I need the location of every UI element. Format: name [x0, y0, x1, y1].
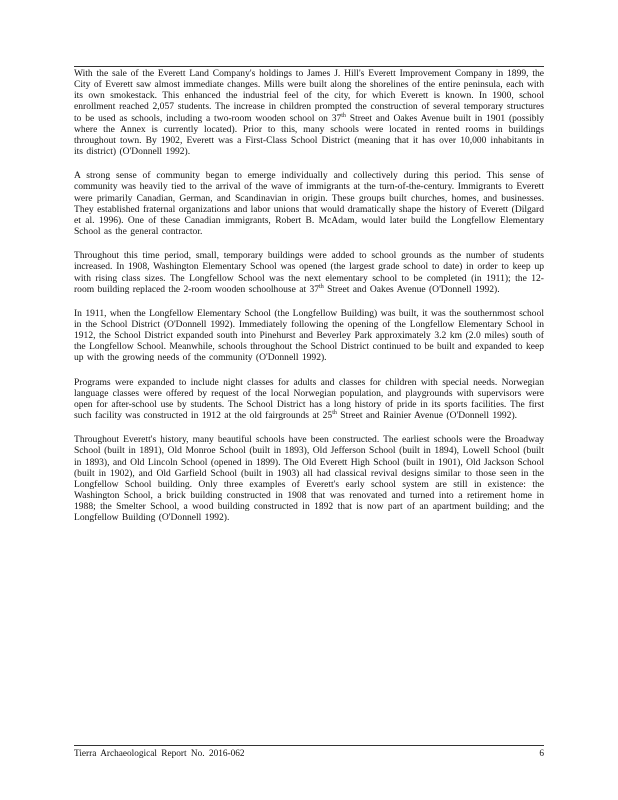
- paragraph-3: Throughout this time period, small, temporary buildings were added to school grounds as the number of students increased. In 1908, Washington Elementary School was opened (the largest grade school to date) in order to keep up with rising class sizes. The Longfellow School was the next elementary school to be completed (in 1911); the 12-room building replaced the 2-room wooden schoolhouse at 37th Street and Oakes Avenue (O'Donnell 1992).: [74, 250, 544, 295]
- paragraph-2: A strong sense of community began to emerge individually and collectively during this period. This sense of community was heavily tied to the arrival of the wave of immigrants at the turn-of-the-century. Immigrants to Everett were primarily Canadian, German, and Scandinavian in origin. These groups built churches, homes, and businesses. They established fraternal organizations and labor unions that would dramatically shape the history of Everett (Dilgard et al. 1996). One of these Canadian immigrants, Robert B. McAdam, would later build the Longfellow Elementary School as the general contractor.: [74, 170, 544, 238]
- paragraph-6: Throughout Everett's history, many beautiful schools have been constructed. The earliest schools were the Broadway School (built in 1891), Old Monroe School (built in 1893), Old Jefferson School (built in 1894), Lowell School (built in 1893), and Old Lincoln School (opened in 1899). The Old Everett High School (built in 1901), Old Jackson School (built in 1902), and Old Garfield School (built in 1903) all had classical revival designs similar to those seen in the Longfellow School building. Only three examples of Everett's early school system are still in existence: the Washington School, a brick building constructed in 1908 that was renovated and turned into a retirement home in 1988; the Smelter School, a wood building constructed in 1892 that is now part of an apartment building; and the Longfellow Building (O'Donnell 1992).: [74, 434, 544, 524]
- footer-report-label: Tierra Archaeological Report No. 2016-062: [74, 749, 245, 759]
- paragraph-1: With the sale of the Everett Land Company's holdings to James J. Hill's Everett Improvement Company in 1899, the City of Everett saw almost immediate changes. Mills were built along the shorelines of the entire peninsula, each with its own smokestack. This enhanced the industrial feel of the city, for which Everett is known. In 1900, school enrollment reached 2,057 students. The increase in children prompted the construction of several temporary structures to be used as schools, including a two-room wooden school on 37th Street and Oakes Avenue built in 1901 (possibly where the Annex is currently located). Prior to this, many schools were located in rented rooms in buildings throughout town. By 1902, Everett was a First-Class School District (meaning that it has over 10,000 inhabitants in its district) (O'Donnell 1992).: [74, 68, 544, 158]
- footer-rule: [74, 745, 544, 746]
- header-rule: [74, 66, 544, 67]
- body-text: [74, 68, 544, 536]
- paragraph-4: In 1911, when the Longfellow Elementary School (the Longfellow Building) was built, it was the southernmost school in the School District (O'Donnell 1992). Immediately following the opening of the Longfellow Elementary School in 1912, the School District expanded south into Pinehurst and Beverley Park approximately 3.2 km (2.0 miles) south of the Longfellow School. Meanwhile, schools throughout the School District continued to be built and expanded to keep up with the growing needs of the community (O'Donnell 1992).: [74, 307, 544, 364]
- paragraph-5: Programs were expanded to include night classes for adults and classes for children with special needs. Norwegian language classes were offered by request of the local Norwegian population, and playgrounds with supervisors were open for after-school use by students. The School District has a long history of pride in its sports facilities. The first such facility was constructed in 1912 at the old fairgrounds at 25th Street and Rainier Avenue (O'Donnell 1992).: [74, 376, 544, 422]
- page-number: 6: [539, 749, 544, 759]
